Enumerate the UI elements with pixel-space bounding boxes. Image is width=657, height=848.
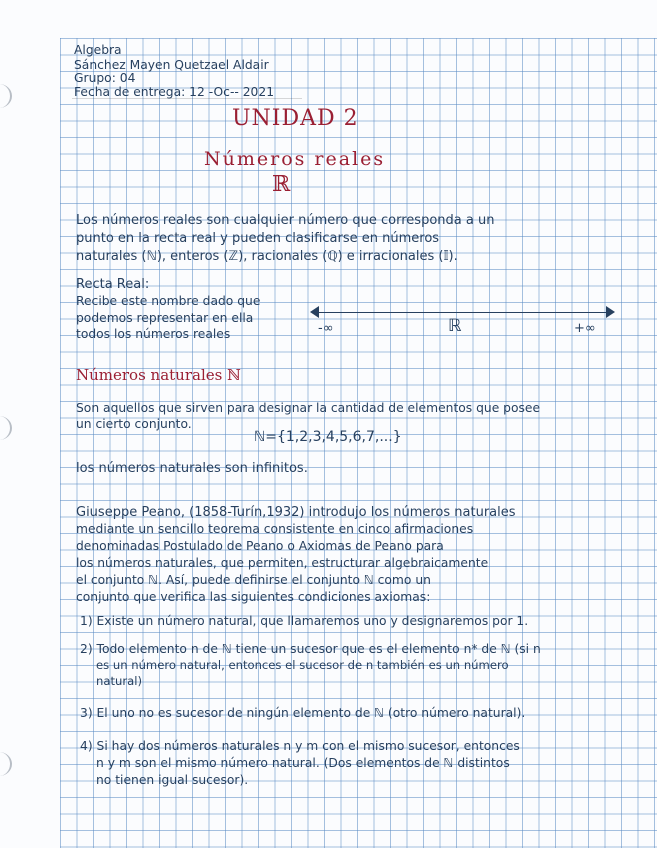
peano-line-5: el conjunto ℕ. Así, puede definirse el conjunto ℕ como un (76, 573, 431, 587)
student-name: Sánchez Mayen Quetzael Aldair (74, 58, 269, 72)
peano-line-2: mediante un sencillo teorema consistente en cinco afirmaciones (76, 522, 474, 536)
peano-line-4: los números naturales, que permiten, estructurar algebraicamente (76, 556, 489, 570)
peano-line-3: denominadas Postulado de Peano o Axiomas de Peano para (76, 539, 444, 553)
axiom-4-line-3: no tienen igual sucesor). (96, 773, 249, 787)
axiom-3: 3) El uno no es sucesor de ningún elemento de ℕ (otro número natural). (80, 706, 526, 720)
peano-line-6: conjunto que verifica las siguientes condiciones axiomas: (76, 590, 431, 604)
due-date: Fecha de entrega: 12 -Oc-- 2021 (74, 85, 275, 99)
recta-title: Recta Real: (76, 277, 150, 292)
reals-symbol: ℝ (272, 172, 291, 197)
axiom-2-line-3: natural) (96, 674, 142, 688)
axiom-4-line-2: n y m son el mismo número natural. (Dos elementos de ℕ distintos (96, 756, 510, 770)
axiom-2-line-1: 2) Todo elemento n de ℕ tiene un sucesor que es el elemento n* de ℕ (si n (80, 642, 541, 656)
naturales-def-1: Son aquellos que sirven para designar la cantidad de elementos que posee (76, 401, 541, 415)
naturales-set: ℕ={1,2,3,4,5,6,7,...} (254, 429, 402, 445)
neg-infinity-label: -∞ (318, 321, 334, 336)
axiom-4-line-1: 4) Si hay dos números naturales n y m con el mismo sucesor, entonces (80, 739, 520, 753)
left-arrow-icon (310, 306, 319, 318)
top-margin (60, 0, 657, 38)
naturales-infinite: los números naturales son infinitos. (76, 461, 308, 476)
axiom-1: 1) Existe un número natural, que llamaremos uno y designaremos por 1. (80, 614, 529, 628)
intro-line-1: Los números reales son cualquier número que corresponda a un (76, 213, 495, 228)
axiom-2-line-2: es un número natural, entonces el sucesor de n también es un número (96, 658, 509, 672)
subject-label: Algebra (74, 43, 122, 57)
intro-line-2: punto en la recta real y pueden clasificarse en números (76, 231, 440, 246)
naturales-title: Números naturales ℕ (76, 366, 241, 384)
unit-subtitle: Números reales (204, 148, 386, 170)
recta-line-3: todos los números reales (76, 327, 231, 341)
right-arrow-icon (606, 306, 615, 318)
recta-line-1: Recibe este nombre dado que (76, 294, 261, 308)
recta-line-2: podemos representar en ella (76, 311, 254, 325)
intro-line-3: naturales (ℕ), enteros (ℤ), racionales (ℚ) e irracionales (𝕀). (76, 249, 458, 264)
real-number-line (318, 312, 608, 313)
real-line-label: ℝ (448, 316, 462, 336)
peano-line-1: Giuseppe Peano, (1858-Turín,1932) introdujo los números naturales (76, 505, 516, 520)
pos-infinity-label: +∞ (574, 321, 596, 336)
unit-title: UNIDAD 2 (232, 106, 359, 131)
group-label: Grupo: 04 (74, 71, 136, 85)
naturales-def-2: un cierto conjunto. (76, 417, 192, 431)
